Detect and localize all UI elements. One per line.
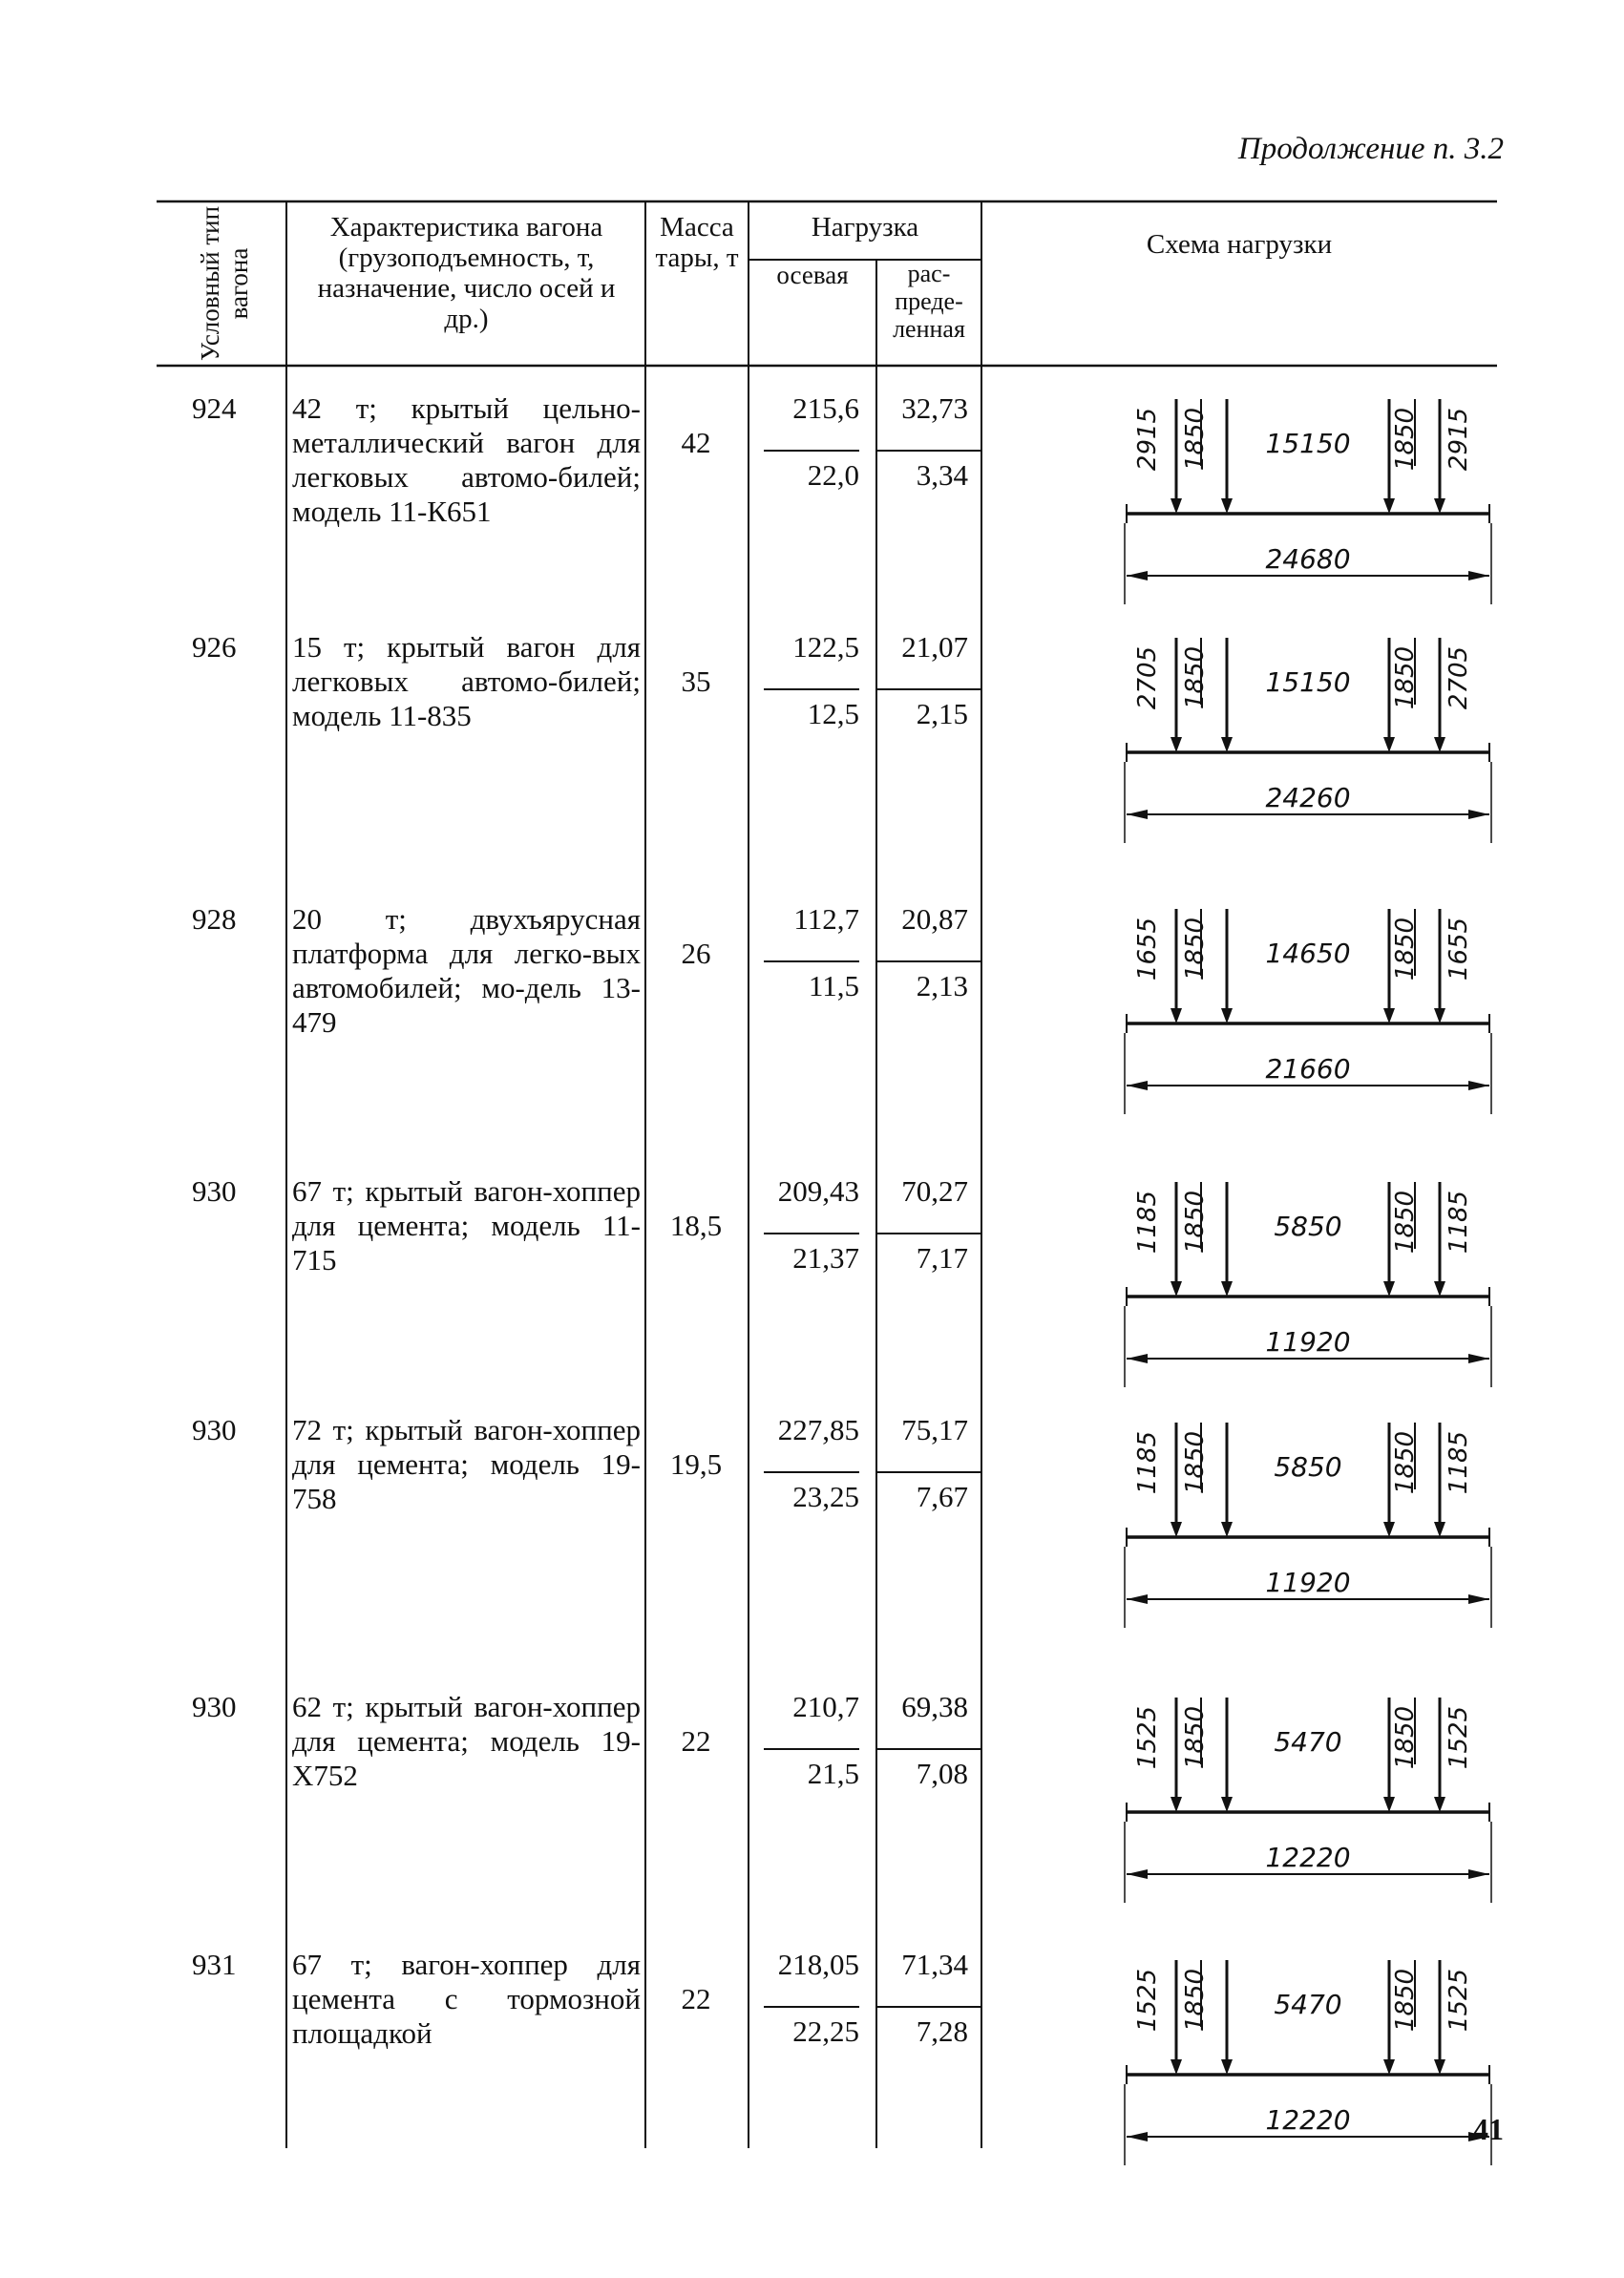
scheme-inner-right: 1850 [1391,1968,1420,2033]
row-mass: 26 [681,937,711,970]
header-mass: Масса тары, т [655,212,739,273]
load-arrow-head [1221,498,1233,514]
scheme-outer-right: 1185 [1445,1190,1473,1255]
header-load: Нагрузка [811,212,919,243]
page-number: 41 [1473,2112,1504,2146]
distributed-load-bottom: 7,17 [916,1241,968,1275]
row-characteristics: 67 т; вагон-хоппер для цемента с тормозной площадкой [292,1948,641,2050]
dimension-arrow-right [1468,810,1489,819]
distributed-load-bottom: 3,34 [916,458,968,492]
row-characteristics: 67 т; крытый вагон-хоппер для цемента; модель 11-715 [292,1174,641,1276]
dimension-arrow-right [1468,1354,1489,1363]
scheme-span: 5850 [1274,1451,1342,1483]
dimension-arrow-left [1127,1869,1148,1879]
scheme-outer-left: 1525 [1133,1705,1162,1770]
axle-load-top: 210,7 [792,1690,859,1723]
distributed-load-bottom: 7,08 [916,1757,968,1790]
header-characteristics: Характеристика вагона (грузоподъемность, т, назначение, число осей и др.) [317,212,616,334]
scheme-inner-left: 1850 [1181,917,1210,981]
axle-load-bottom: 11,5 [808,969,859,1002]
header-type: Условный тип вагона [196,205,253,362]
scheme-inner-left: 1850 [1181,1968,1210,2033]
load-arrow-head [1434,2059,1445,2075]
scheme-span: 14650 [1265,938,1351,969]
load-arrow-head [1221,1522,1233,1537]
load-arrow-head [1383,1797,1395,1812]
scheme-inner-left: 1850 [1181,407,1210,472]
scheme-inner-right: 1850 [1391,645,1420,710]
axle-load-top: 209,43 [777,1174,859,1208]
row-mass: 42 [681,426,711,459]
scheme-outer-right: 1655 [1445,917,1473,981]
scheme-outer-right: 1525 [1445,1968,1473,2033]
scheme-outer-right: 2705 [1445,645,1473,710]
scheme-outer-right: 1185 [1445,1430,1473,1495]
axle-load-bottom: 23,25 [792,1480,859,1513]
header-scheme: Схема нагрузки [1146,229,1333,260]
scheme-span: 5470 [1274,1989,1342,2020]
scheme-inner-left: 1850 [1181,1190,1210,1255]
scheme-inner-left: 1850 [1181,1430,1210,1495]
dimension-arrow-left [1127,1594,1148,1604]
load-arrow-head [1434,1008,1445,1023]
distributed-load-bottom: 2,13 [916,969,968,1002]
axle-load-bottom: 22,25 [792,2014,859,2048]
load-arrow-head [1434,737,1445,752]
distributed-load-bottom: 2,15 [916,697,968,730]
load-arrow-head [1434,1281,1445,1297]
axle-load-top: 218,05 [777,1948,859,1981]
dimension-arrow-left [1127,1081,1148,1090]
scheme-total: 21660 [1265,1053,1351,1085]
row-mass: 35 [681,664,711,698]
axle-load-bottom: 12,5 [807,697,859,730]
load-arrow-head [1221,1797,1233,1812]
scheme-span: 5850 [1274,1211,1342,1242]
row-mass: 19,5 [669,1447,723,1481]
scheme-total: 24680 [1265,543,1351,575]
row-mass: 22 [681,1982,711,2015]
axle-load-bottom: 22,0 [807,458,859,492]
load-arrow-head [1221,1008,1233,1023]
load-arrow-head [1171,1522,1182,1537]
load-arrow-head [1383,1281,1395,1297]
dimension-arrow-right [1468,1869,1489,1879]
load-arrow-head [1171,1797,1182,1812]
scheme-outer-left: 2705 [1133,645,1162,710]
axle-load-bottom: 21,37 [792,1241,859,1275]
scheme-span: 5470 [1274,1726,1342,1758]
load-arrow-head [1434,1797,1445,1812]
scheme-total: 11920 [1265,1567,1351,1598]
load-arrow-head [1171,1281,1182,1297]
scheme-outer-left: 2915 [1133,407,1162,472]
row-type: 926 [192,630,237,664]
row-type: 924 [192,391,237,425]
scheme-outer-left: 1525 [1133,1968,1162,2033]
dimension-arrow-left [1127,810,1148,819]
scheme-span: 15150 [1265,428,1351,459]
distributed-load-bottom: 7,67 [916,1480,968,1513]
load-arrow-head [1434,1522,1445,1537]
scheme-outer-left: 1655 [1133,917,1162,981]
axle-load-bottom: 21,5 [807,1757,859,1790]
distributed-load-top: 21,07 [901,630,968,664]
scheme-outer-right: 2915 [1445,407,1473,472]
load-arrow-head [1221,2059,1233,2075]
axle-load-top: 122,5 [792,630,859,664]
scheme-inner-right: 1850 [1391,1705,1420,1770]
dimension-arrow-right [1468,1594,1489,1604]
load-arrow-head [1383,1522,1395,1537]
load-arrow-head [1383,498,1395,514]
load-arrow-head [1171,2059,1182,2075]
row-characteristics: 42 т; крытый цельно-металлический вагон для легковых автомо-билей; модель 11-К651 [292,391,641,528]
row-type: 931 [192,1948,237,1981]
distributed-load-top: 75,17 [901,1413,968,1446]
axle-load-top: 215,6 [792,391,859,425]
scheme-inner-right: 1850 [1391,407,1420,472]
row-type: 930 [192,1690,237,1723]
row-type: 930 [192,1174,237,1208]
scheme-inner-left: 1850 [1181,645,1210,710]
scheme-inner-left: 1850 [1181,1705,1210,1770]
dimension-arrow-right [1468,571,1489,580]
scheme-outer-left: 1185 [1133,1190,1162,1255]
load-arrow-head [1383,1008,1395,1023]
dimension-arrow-left [1127,2132,1148,2141]
scheme-inner-right: 1850 [1391,1430,1420,1495]
dimension-arrow-right [1468,1081,1489,1090]
row-characteristics: 62 т; крытый вагон-хоппер для цемента; модель 19-Х752 [292,1690,641,1792]
load-arrow-head [1221,1281,1233,1297]
row-characteristics: 15 т; крытый вагон для легковых автомо-билей; модель 11-835 [292,630,641,732]
scheme-span: 15150 [1265,666,1351,698]
load-arrow-head [1434,498,1445,514]
load-arrow-head [1383,737,1395,752]
load-arrow-head [1171,737,1182,752]
row-type: 930 [192,1413,237,1446]
row-characteristics: 72 т; крытый вагон-хоппер для цемента; модель 19-758 [292,1413,641,1515]
axle-load-top: 227,85 [777,1413,859,1446]
scheme-outer-left: 1185 [1133,1430,1162,1495]
distributed-load-top: 32,73 [901,391,968,425]
dimension-arrow-left [1127,1354,1148,1363]
scheme-outer-right: 1525 [1445,1705,1473,1770]
distributed-load-top: 20,87 [901,902,968,936]
scheme-total: 12220 [1265,1842,1351,1873]
dimension-arrow-left [1127,571,1148,580]
scheme-total: 11920 [1265,1326,1351,1358]
row-mass: 18,5 [669,1209,723,1242]
load-arrow-head [1221,737,1233,752]
row-type: 928 [192,902,237,936]
distributed-load-top: 69,38 [901,1690,968,1723]
continuation-label: Продолжение п. 3.2 [1237,132,1504,166]
row-mass: 22 [681,1724,711,1758]
load-arrow-head [1171,1008,1182,1023]
scheme-total: 12220 [1265,2104,1351,2136]
load-arrow-head [1383,2059,1395,2075]
scheme-inner-right: 1850 [1391,917,1420,981]
header-axle: осевая [776,261,849,289]
scheme-total: 24260 [1265,782,1351,813]
axle-load-top: 112,7 [793,902,859,936]
distributed-load-bottom: 7,28 [916,2014,968,2048]
row-characteristics: 20 т; двухъярусная платформа для легко-вых автомобилей; мо-дель 13-479 [292,902,641,1039]
scheme-inner-right: 1850 [1391,1190,1420,1255]
distributed-load-top: 70,27 [901,1174,968,1208]
load-arrow-head [1171,498,1182,514]
distributed-load-top: 71,34 [901,1948,968,1981]
header-distributed: рас- преде- ленная [893,260,965,343]
